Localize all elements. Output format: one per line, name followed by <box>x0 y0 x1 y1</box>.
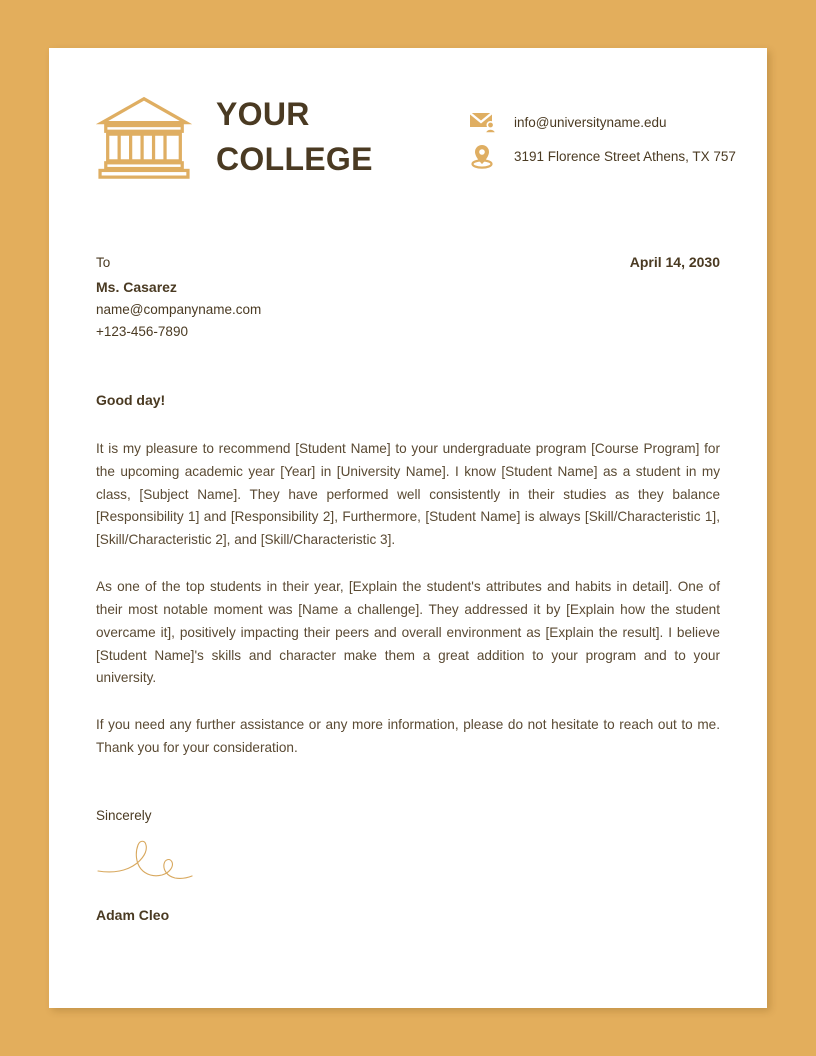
brand-block <box>96 92 373 183</box>
contact-email-text: info@universityname.edu <box>514 114 667 130</box>
letterhead <box>49 48 767 198</box>
brand-title-line-2: COLLEGE <box>216 141 373 178</box>
body-paragraph-1: It is my pleasure to recommend [Student Name] to your undergraduate program [Course Program] for the upcoming academic year [Year] in [University Name]. I know [Student Name] as a student in my class, [Subject Name]. They have performed well consistently in their studies as they balance [Responsibility 1] and [Responsibility 2], Furthermore, [Student Name] is always [Skill/Characteristic 1], [Skill/Characteristic 2], and [Skill/Characteristic 3]. <box>96 440 720 548</box>
recipient-email: name@companyname.com <box>96 301 262 317</box>
letter-sheet <box>49 48 767 1008</box>
signer-name: Adam Cleo <box>96 906 170 923</box>
handwritten-signature-mark <box>96 835 206 889</box>
body-paragraph-3: If you need any further assistance or any more information, please do not hesitate to reach out to me. Thank you for your consideration. <box>96 717 720 756</box>
recipient-block <box>96 253 261 345</box>
brand-title <box>216 92 373 183</box>
recipient-to-label: To <box>96 255 111 270</box>
letter-date: April 14, 2030 <box>629 254 720 270</box>
contact-block <box>468 105 736 173</box>
classical-building-icon <box>96 94 192 180</box>
contact-row-address <box>468 139 736 173</box>
map-pin-icon <box>468 142 498 170</box>
recipient-name: Ms. Casarez <box>96 278 177 295</box>
contact-address-text: 3191 Florence Street Athens, TX 757 <box>514 148 736 164</box>
body-paragraph-2: As one of the top students in their year, [Explain the student's attributes and habits in detail]. One of their most notable moment was [Name a challenge]. They addressed it by [Explain how the student overcame it], positively impacting their peers and overall environment as [Explain the result]. I believe [Student Name]'s skills and character make them a great addition to your program and to your university. <box>96 579 720 686</box>
closing-line: Sincerely <box>96 807 152 823</box>
recipient-phone: +123-456-7890 <box>96 324 188 340</box>
letter-meta-row <box>96 253 720 345</box>
salutation: Good day! <box>96 391 166 408</box>
brand-title-line-1: YOUR <box>216 96 310 132</box>
letter-body <box>96 253 720 923</box>
envelope-icon <box>468 108 498 136</box>
contact-row-email <box>468 105 736 139</box>
